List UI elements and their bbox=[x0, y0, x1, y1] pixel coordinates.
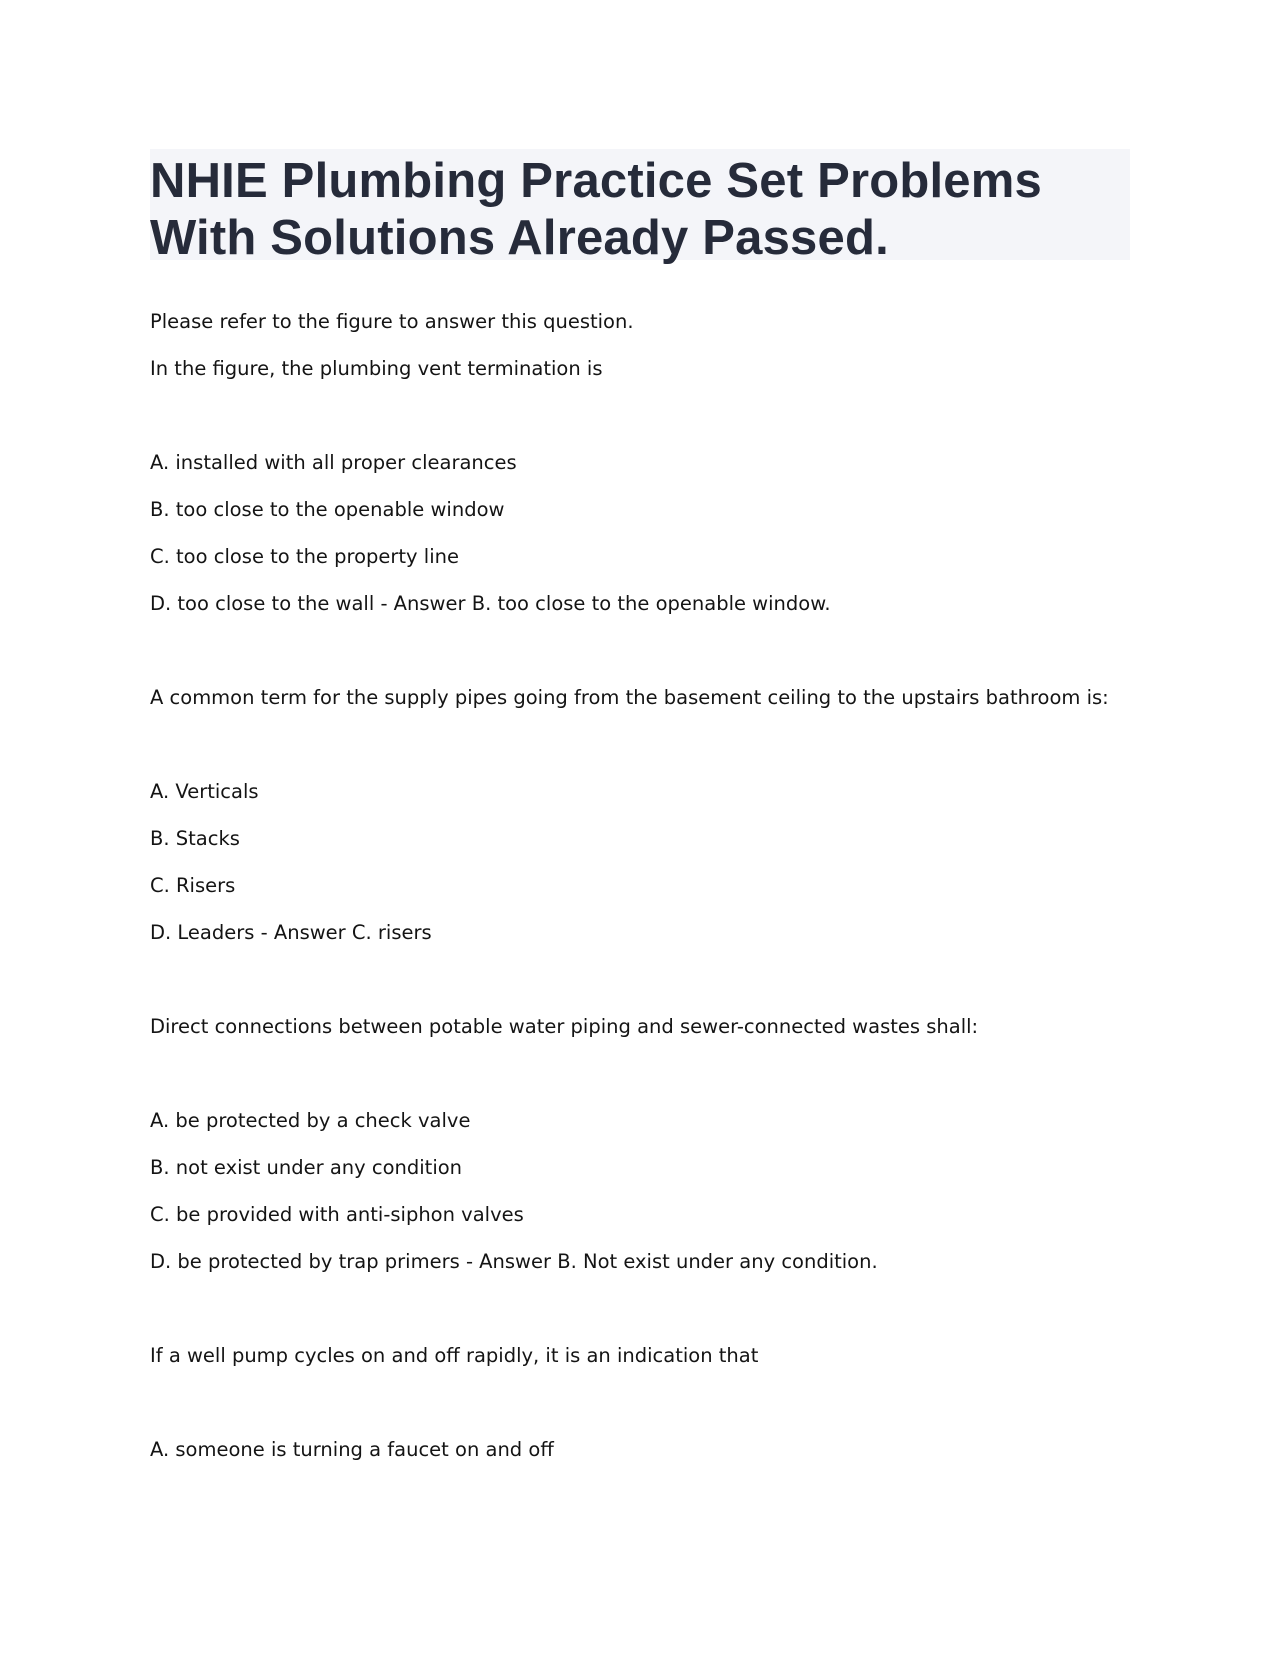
question-3-option-b: B. not exist under any condition bbox=[150, 1156, 463, 1179]
question-4-option-a: A. someone is turning a faucet on and off bbox=[150, 1438, 554, 1461]
question-3-line-1: Direct connections between potable water piping and sewer-connected wastes shall: bbox=[150, 1015, 979, 1038]
question-1-option-d-answer: D. too close to the wall - Answer B. too close to the openable window. bbox=[150, 592, 831, 615]
question-4-line-1: If a well pump cycles on and off rapidly, it is an indication that bbox=[150, 1344, 759, 1367]
page-title: NHIE Plumbing Practice Set Problems With Solutions Already Passed. bbox=[150, 154, 1042, 265]
question-2-option-d-answer: D. Leaders - Answer C. risers bbox=[150, 921, 432, 944]
title-block bbox=[150, 149, 1130, 265]
question-1-option-b: B. too close to the openable window bbox=[150, 498, 505, 521]
question-1-option-c: C. too close to the property line bbox=[150, 545, 459, 568]
question-2-line-1: A common term for the supply pipes going from the basement ceiling to the upstairs bathroom is: bbox=[150, 686, 1109, 709]
question-3-option-d-answer: D. be protected by trap primers - Answer B. Not exist under any condition. bbox=[150, 1250, 878, 1273]
question-2-option-b: B. Stacks bbox=[150, 827, 240, 850]
question-2-option-a: A. Verticals bbox=[150, 780, 259, 803]
document-body bbox=[150, 309, 1130, 1484]
question-3-option-a: A. be protected by a check valve bbox=[150, 1109, 471, 1132]
question-1-option-a: A. installed with all proper clearances bbox=[150, 451, 517, 474]
question-2-option-c: C. Risers bbox=[150, 874, 236, 897]
question-3-option-c: C. be provided with anti-siphon valves bbox=[150, 1203, 524, 1226]
question-1-line-1: Please refer to the figure to answer this question. bbox=[150, 310, 634, 333]
question-1-line-2: In the figure, the plumbing vent termination is bbox=[150, 357, 603, 380]
document-page bbox=[150, 149, 1130, 1484]
